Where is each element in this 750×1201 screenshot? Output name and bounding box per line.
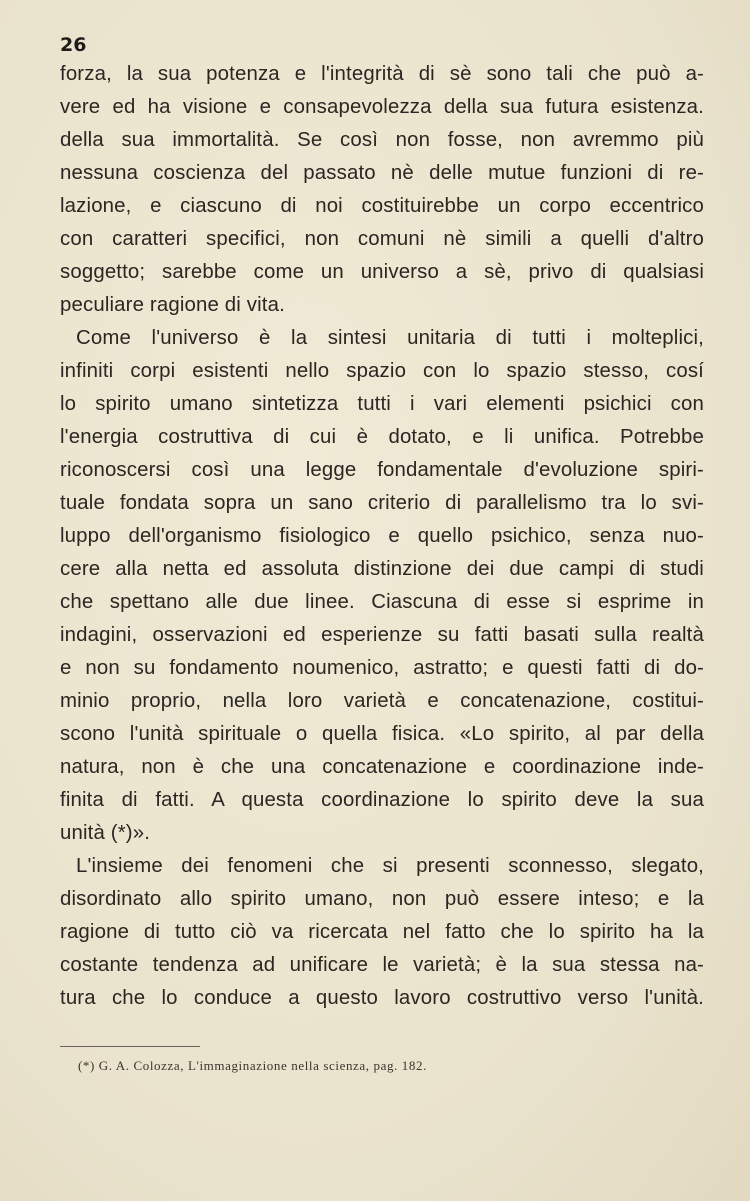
footnote-divider (60, 1046, 200, 1047)
text-line: vere ed ha visione e consapevolezza della sua futura esistenza. (60, 96, 704, 118)
page-number: 26 (60, 34, 87, 56)
text-line: lazione, e ciascuno di noi costituirebbe un corpo eccentrico (60, 195, 704, 217)
text-line: tura che lo conduce a questo lavoro costruttivo verso l'unità. (60, 987, 704, 1009)
text-line: tuale fondata sopra un sano criterio di parallelismo tra lo svi- (60, 492, 704, 514)
text-line: peculiare ragione di vita. (60, 294, 285, 316)
text-line: e non su fondamento noumenico, astratto; e questi fatti di do- (60, 657, 704, 679)
text-line: finita di fatti. A questa coordinazione lo spirito deve la sua (60, 789, 704, 811)
text-line: infiniti corpi esistenti nello spazio con lo spazio stesso, cosí (60, 360, 704, 382)
text-line: luppo dell'organismo fisiologico e quello psichico, senza nuo- (60, 525, 704, 547)
text-line: con caratteri specifici, non comuni nè simili a quelli d'altro (60, 228, 704, 250)
text-line: Come l'universo è la sintesi unitaria di tutti i molteplici, (76, 327, 704, 349)
text-line: indagini, osservazioni ed esperienze su fatti basati sulla realtà (60, 624, 704, 646)
text-line: minio proprio, nella loro varietà e concatenazione, costitui- (60, 690, 704, 712)
text-line: cere alla netta ed assoluta distinzione dei due campi di studi (60, 558, 704, 580)
text-line: della sua immortalità. Se così non fosse, non avremmo più (60, 129, 704, 151)
text-line: nessuna coscienza del passato nè delle mutue funzioni di re- (60, 162, 704, 184)
text-line: forza, la sua potenza e l'integrità di sè sono tali che può a- (60, 63, 704, 85)
text-line: l'energia costruttiva di cui è dotato, e li unifica. Potrebbe (60, 426, 704, 448)
text-line: ragione di tutto ciò va ricercata nel fatto che lo spirito ha la (60, 921, 704, 943)
text-line: natura, non è che una concatenazione e coordinazione inde- (60, 756, 704, 778)
text-line: riconoscersi così una legge fondamentale d'evoluzione spiri- (60, 459, 704, 481)
text-line: disordinato allo spirito umano, non può essere inteso; e la (60, 888, 704, 910)
body-text (60, 58, 704, 1015)
text-line: soggetto; sarebbe come un universo a sè, privo di qualsiasi (60, 261, 704, 283)
text-line: lo spirito umano sintetizza tutti i vari elementi psichici con (60, 393, 704, 415)
text-line: unità (*)». (60, 822, 151, 844)
text-line: scono l'unità spirituale o quella fisica. «Lo spirito, al par della (60, 723, 704, 745)
text-line: che spettano alle due linee. Ciascuna di esse si esprime in (60, 591, 704, 613)
footnote: (*) G. A. Colozza, L'immaginazione nella scienza, pag. 182. (78, 1058, 427, 1073)
text-line: costante tendenza ad unificare le varietà; è la sua stessa na- (60, 954, 704, 976)
text-line: L'insieme dei fenomeni che si presenti sconnesso, slegato, (76, 855, 704, 877)
